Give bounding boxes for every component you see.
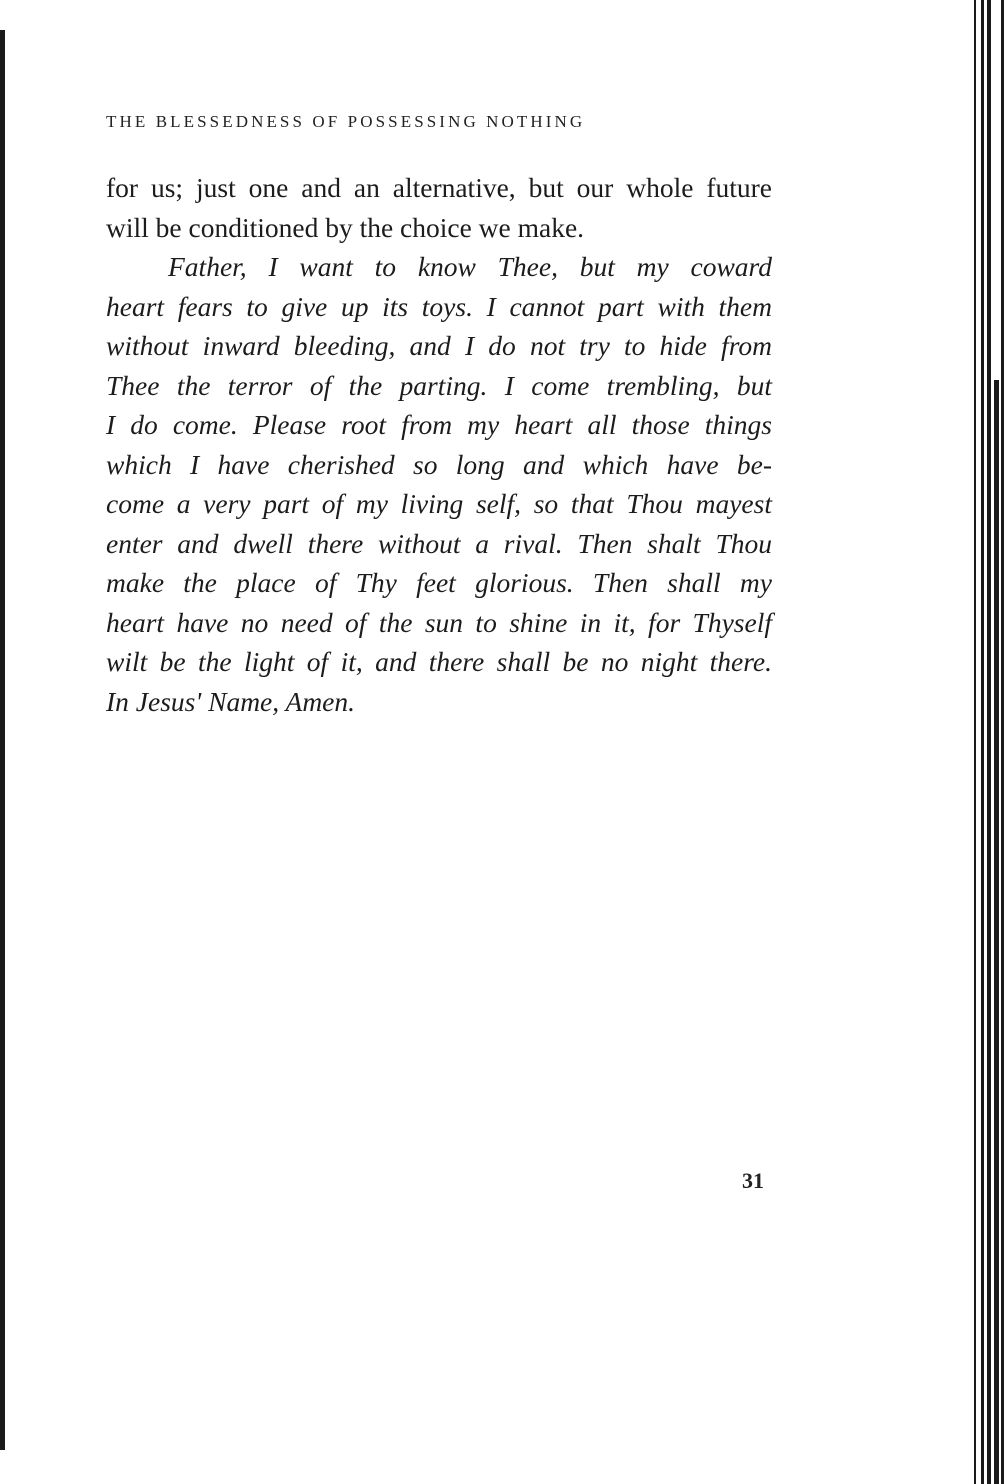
text-line: will be conditioned by the choice we make. bbox=[106, 211, 585, 243]
binding-line bbox=[1001, 0, 1004, 1484]
prayer-line: I do come. Please root from my heart all those things bbox=[106, 409, 772, 440]
prayer-line: heart have no need of the sun to shine in it, for Thyself bbox=[106, 606, 772, 638]
scan-left-edge bbox=[0, 30, 5, 1450]
prayer-line: make the place of Thy feet glorious. Then shall my bbox=[106, 567, 772, 598]
prayer-line: come a very part of my living self, so that Thou mayest bbox=[106, 488, 772, 519]
body-text bbox=[106, 168, 772, 721]
prayer-line: Thee the terror of the parting. I come trembling, but bbox=[106, 369, 772, 401]
binding-line bbox=[974, 0, 976, 1484]
page-number: 31 bbox=[742, 1168, 764, 1193]
text-line: for us; just one and an alternative, but our whole future bbox=[106, 172, 772, 203]
paragraph-closing bbox=[106, 168, 772, 247]
prayer-line: enter and dwell there without a rival. Then shalt Thou bbox=[106, 527, 772, 559]
prayer-line: Father, I want to know Thee, but my coward bbox=[168, 251, 772, 282]
prayer-line: In Jesus' Name, Amen. bbox=[106, 685, 356, 717]
prayer-line: wilt be the light of it, and there shall be no night there. bbox=[106, 646, 772, 677]
running-head: THE BLESSEDNESS OF POSSESSING NOTHING bbox=[106, 112, 586, 131]
prayer-line: which I have cherished so long and which have be- bbox=[106, 448, 772, 480]
prayer-line: without inward bleeding, and I do not try to hide from bbox=[106, 330, 772, 361]
binding-line bbox=[987, 0, 991, 1484]
prayer-line: heart fears to give up its toys. I cannot part with them bbox=[106, 290, 772, 322]
prayer-paragraph bbox=[106, 247, 772, 721]
binding-line bbox=[994, 380, 999, 1484]
binding-line bbox=[981, 0, 984, 1484]
